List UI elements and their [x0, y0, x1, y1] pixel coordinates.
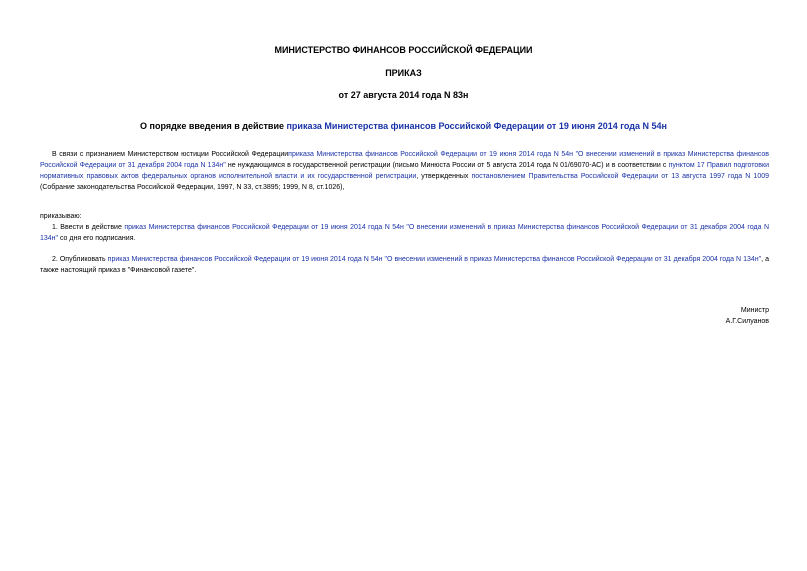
title-prefix: О порядке введения в действие [140, 121, 287, 131]
intro-paragraph [40, 149, 769, 193]
title-link[interactable]: приказа Министерства финансов Российской Федерации от 19 июня 2014 года N 54н [286, 121, 667, 131]
intro-link-1[interactable]: приказа Министерства финансов Российской Федерации от 19 июня 2014 года N 54н "О внесении изменений в приказ Министерства финансов Российской Федерации от 31 декабря 2004 года N 134н" [40, 151, 769, 169]
intro-text-3: , утвержденных [416, 173, 472, 180]
intro-text-1: В связи с признанием Министерством юстиции Российской Федерации [52, 151, 289, 158]
ministry-heading: МИНИСТЕРСТВО ФИНАНСОВ РОССИЙСКОЙ ФЕДЕРАЦИИ [274, 45, 533, 55]
intro-text-2: не нуждающимся в государственной регистрации (письмо Минюста России от 5 августа 2014 года N 01/69070-АС) и в соответствии с [225, 162, 669, 169]
intro-link-2[interactable]: пунктом 17 Правил подготовки нормативных правовых актов федеральных органов исполнительной власти и их государственной регистрации [40, 162, 770, 180]
item-2-text-2: , а также настоящий приказ в "Финансовой газете". [40, 256, 769, 274]
intro-text-4: (Собрание законодательства Российской Федерации, 1997, N 33, ст.3895; 1999, N 8, ст.1026), [40, 184, 345, 191]
doc-type-heading: ПРИКАЗ [385, 68, 422, 78]
item-1-link[interactable]: приказ Министерства финансов Российской Федерации от 19 июня 2014 года N 54н "О внесении изменений в приказ Министерства финансов Российской Федерации от 31 декабря 2004 года N 134н" [40, 224, 769, 242]
item-1-paragraph [40, 222, 769, 244]
item-2-paragraph [40, 254, 769, 276]
prikazyvayu-line: приказываю: [40, 213, 82, 220]
item-1-text-2: со дня его подписания. [58, 235, 136, 242]
item-2-text-1: 2. Опубликовать [52, 256, 108, 263]
date-number-heading: от 27 августа 2014 года N 83н [338, 90, 469, 100]
item-2-link[interactable]: приказ Министерства финансов Российской Федерации от 19 июня 2014 года N 54н "О внесении изменений в приказ Министерства финансов Российской Федерации от 31 декабря 2004 года N 134н" [107, 256, 762, 263]
item-1-text-1: 1. Ввести в действие [52, 224, 125, 231]
signature-role: Министр [740, 307, 769, 314]
signature-name: А.Г.Силуанов [725, 318, 769, 325]
intro-link-3[interactable]: постановлением Правительства Российской Федерации от 13 августа 1997 года N 1009 [471, 173, 769, 180]
document-title [0, 121, 807, 132]
